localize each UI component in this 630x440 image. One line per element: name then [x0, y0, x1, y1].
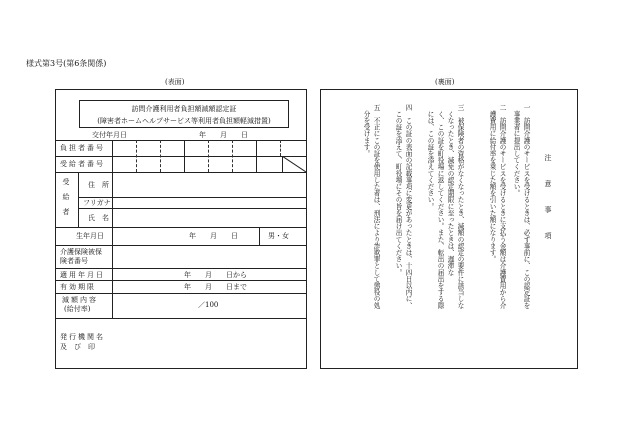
issuer-label-2: 及 び 印	[60, 343, 95, 351]
issuer-label-1: 発行機関名	[60, 333, 105, 341]
reduction-label-1: 減額内容	[62, 296, 98, 304]
certificate-title: 訪問介護利用者負担額減額認定証	[131, 105, 237, 113]
valid-period-units: 年 月 日まで	[184, 283, 247, 291]
furigana-label: フリガナ	[83, 199, 111, 207]
reduction-value: ／100	[198, 301, 219, 309]
note-item-5: 五 不正にこの証を使用した者は、刑法により詐欺罪として懲役の処 分を受けます。	[362, 104, 380, 309]
certificate-title-box	[79, 100, 289, 128]
name-label: 氏 名	[88, 214, 109, 222]
dob-units: 年 月 日	[189, 232, 238, 240]
sex-options: 男・女	[268, 232, 289, 240]
form-number: 様式第3号(第6条関係)	[26, 59, 107, 68]
issue-date-units: 年 月 日	[199, 131, 248, 139]
reduction-label-2: (給付率)	[64, 305, 91, 313]
certificate-front	[55, 89, 307, 369]
certificate-back	[320, 89, 578, 369]
issue-date-label: 交付年月日	[92, 131, 127, 139]
recipient-group-label: 受給者	[62, 178, 70, 223]
back-side-label: (裏面)	[435, 78, 455, 86]
note-item-2: 二 訪問介護のサービスを受けるときに支払う金額は介護費用から介 護費用に給付率を乗じた額を引いた額になります。	[488, 104, 506, 309]
front-side-label: (表面)	[165, 78, 185, 86]
notes-title: 注 意 事 項	[544, 154, 552, 245]
insured-number-label-1: 介護保険被保	[60, 248, 102, 256]
apply-date-units: 年 月 日から	[184, 271, 247, 279]
insured-number-label-2: 険者番号	[60, 257, 88, 265]
note-item-3: 三 被保険者の資格がなくなったとき、減額の認定の要件に該当しな くなったとき、減免の認定期限に至ったときは、遅滞な く、この証を町役場に返してください。また、転出の届出をする際 には、この証を添えてください。	[426, 104, 464, 309]
address-label: 住 所	[88, 181, 109, 189]
note-item-4: 四 この証の表面の記載事項に変更があったときは、十四日以内に、 この証を添えて、町役場にその旨を届け出てください。	[394, 104, 412, 309]
recipient-number-label: 受給者番号	[60, 160, 105, 168]
apply-date-label: 適用年月日	[60, 271, 105, 279]
note-item-1: 一 訪問介護のサービスを受けるときは、必ず事前に、この認定証を 事業者に提出してください。	[512, 104, 530, 309]
recipient-number-slash	[282, 156, 306, 172]
dob-label: 生年月日	[76, 232, 104, 240]
valid-period-label: 有効期限	[60, 283, 96, 291]
payer-number-label: 負担者番号	[60, 144, 105, 152]
certificate-subtitle: (障害者ホームヘルプサービス等利用者負担額軽減措置)	[97, 117, 271, 125]
